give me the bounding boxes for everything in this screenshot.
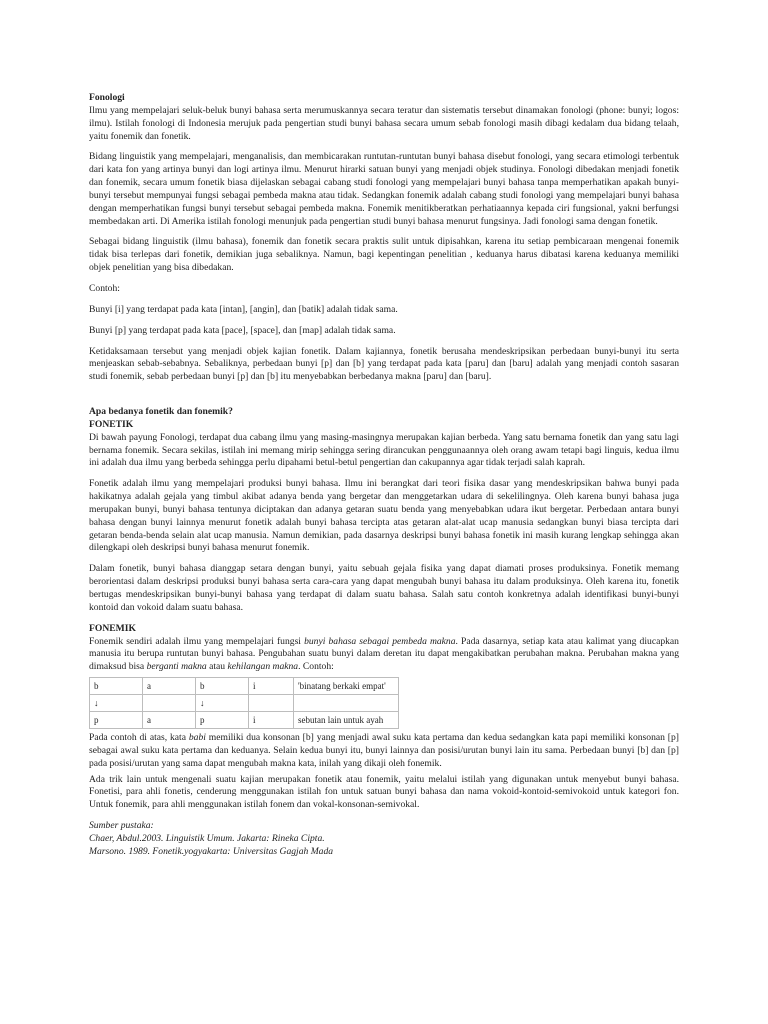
table-cell: i xyxy=(249,712,294,729)
table-cell xyxy=(249,695,294,712)
table-cell: b xyxy=(196,678,249,695)
paragraph: Sebagai bidang linguistik (ilmu bahasa), fonemik dan fonetik secara praktis sulit untuk dipisahkan, karena itu setiap pembicaraan mengenai fonemik tidak bisa terlepas dari fonetik, demikian juga sebaliknya. Namun, bagi kepentingan penelitian , keduanya harus dibatasi karena keduanya memiliki objek penelitian yang bisa dibedakan. xyxy=(89,236,679,274)
table-cell: sebutan lain untuk ayah xyxy=(294,712,399,729)
paragraph: Pada contoh di atas, kata babi memiliki dua konsonan [b] yang menjadi awal suku kata pertama dan kedua sedangkan kata papi memiliki konsonan [p] sebagai awal suku kata pertama dan keduanya. Selain kedua bunyi itu, bunyi lainnya dan posisi/urutan bunyi lain itu sama. Perbedaan bunyi [b] dan [p] pada posisi/urutan yang sama dapat mengubah makna kata, inilah yang dikaji oleh fonemik. xyxy=(89,732,679,769)
example-line: Bunyi [i] yang terdapat pada kata [intan], [angin], dan [batik] adalah tidak sama. xyxy=(89,303,398,315)
table-cell: p xyxy=(90,712,143,729)
arrow-down-icon: ↓ xyxy=(90,695,143,712)
table-cell: 'binatang berkaki empat' xyxy=(294,678,399,695)
paragraph: Di bawah payung Fonologi, terdapat dua cabang ilmu yang masing-masingnya merupakan kajian berbeda. Yang satu bernama fonetik dan yang satu lagi bernama fonemik. Secara sekilas, istilah ini memang mirip sehingga sering dirancukan penggunaannya oleh orang awam tetapi bagi linguis, kedua ilmu ini adalah dua ilmu yang berbeda sehingga perlu dipahami betul-betul pengertian dan cakupannya agar tidak terjadi salah kaprah. xyxy=(89,431,679,469)
section-question-heading: Apa bedanya fonetik dan fonemik? xyxy=(89,406,233,418)
references-label: Sumber pustaka: xyxy=(89,820,154,832)
table-row xyxy=(90,712,399,729)
example-line: Bunyi [p] yang terdapat pada kata [pace], [space], dan [map] adalah tidak sama. xyxy=(89,324,396,336)
table-cell: i xyxy=(249,678,294,695)
section-heading-fonemik: FONEMIK xyxy=(89,622,136,634)
example-label: Contoh: xyxy=(89,282,120,294)
paragraph: Fonetik adalah ilmu yang mempelajari produksi bunyi bahasa. Ilmu ini berangkat dari teori fisika dasar yang mendeskripsikan bahwa bunyi pada hakikatnya adalah gejala yang timbul akibat adanya benda yang bergetar dan menggetarkan udara di sekelilingnya. Oleh karena bunyi bahasa juga merupakan bunyi, bunyi bahasa tentunya diciptakan dan adanya getaran suatu benda yang menyebabkan udara ikut bergetar. Perbedaan antara bunyi bahasa dengan bunyi lainnya menurut fonetik adalah bunyi bahasa tercipta atas getaran alat-alat ucap manusia sedangkan bunyi biasa tercipta dari getaran benda-benda selain alat ucap manusia. Namun demikian, pada dasarnya deskripsi bunyi bahasa fonetik ini masih kurang lengkap sehingga akan dilengkapi oleh deskripsi bunyi bahasa menurut fonemik. xyxy=(89,478,679,554)
reference-item: Chaer, Abdul.2003. Linguistik Umum. Jakarta: Rineka Cipta. xyxy=(89,832,325,844)
paragraph: Ketidaksamaan tersebut yang menjadi objek kajian fonetik. Dalam kajiannya, fonetik berusaha mendeskripsikan perbedaan bunyi-bunyi itu serta menjeaskan sebab-sebabnya. Sebaliknya, perbedaan bunyi [p] dan [b] yang terdapat pada kata [paru] dan [baru] adalah yang menjadi contoh sasaran studi fonemik, sebab perbedaan bunyi [p] dan [b] itu menyebabkan berbedanya makna [paru] dan [baru]. xyxy=(89,345,679,383)
table-cell: b xyxy=(90,678,143,695)
table-cell xyxy=(143,695,196,712)
paragraph: Ada trik lain untuk mengenali suatu kajian merupakan fonetik atau fonemik, yaitu melalui istilah yang digunakan untuk menyebut bunyi bahasa. Fonetisi, para ahli fonetis, cenderung menggunakan istilah fon untuk satuan bunyi bahasa dan nama vokoid-kontoid-semivokoid untuk kategori fon. Untuk fonemik, para ahli menggunakan istilah fonem dan vokal-konsonan-semivokal. xyxy=(89,773,679,811)
table-cell: a xyxy=(143,712,196,729)
document-title: Fonologi xyxy=(89,92,125,103)
section-heading-fonetik: FONETIK xyxy=(89,418,134,430)
table-row xyxy=(90,695,399,712)
table-cell: p xyxy=(196,712,249,729)
table-cell xyxy=(294,695,399,712)
paragraph: Fonemik sendiri adalah ilmu yang mempelajari fungsi bunyi bahasa sebagai pembeda makna. Pada dasarnya, setiap kata atau kalimat yang diucapkan manusia itu berupa runtutan bunyi bahasa. Pengubahan suatu bunyi dalam deretan itu dapat mengakibatkan perubahan makna. Perubahan makna yang dimaksud bisa berganti makna atau kehilangan makna. Contoh: xyxy=(89,635,679,673)
references xyxy=(89,820,679,859)
reference-item: Marsono. 1989. Fonetik.yogyakarta: Universitas Gagjah Mada xyxy=(89,845,334,857)
table-cell: a xyxy=(143,678,196,695)
paragraph: Ilmu yang mempelajari seluk-beluk bunyi bahasa serta merumuskannya secara teratur dan sistematis tersebut dinamakan fonologi (phone: bunyi; logos: ilmu). Istilah fonologi di Indonesia merujuk pada pengertian studi bunyi bahasa secara umum sebab fonologi masih dibagi kedalam dua bidang telaah, yaitu fonemik dan fonetik. xyxy=(89,104,679,142)
paragraph: Bidang linguistik yang mempelajari, menganalisis, dan membicarakan runtutan-runtutan bunyi bahasa disebut fonologi, yang secara etimologi terbentuk dari kata fon yang artinya bunyi dan logi artinya ilmu. Menurut hirarki satuan bunyi yang menjadi objek studinya. Fonologi dibedakan menjadi fonetik dan fonemik, secara umum fonetik biasa dijelaskan sebagai cabang studi fonologi yang mempelajari bunyi bahasa tanpa memperhatikan apakah bunyi-bunyi tersebut mempunyai fungsi sebagai pembeda makna atau tidak. Sedangkan fonemik adalah cabang studi fonologi yang mempelajari bunyi bahasa dengan memperhatikan fungsi bunyi tersebut sebagai pembeda makna. Fonemik menitikberatkan perhatiaannya kepada ciri fungsional, yakni berfungsi membedakan arti. Di Amerika istilah fonologi menunjuk pada pengertian studi bunyi bahasa menurut fungsinya. Jadi fonologi sama dengan fonetik. xyxy=(89,151,679,227)
document-page xyxy=(89,92,679,859)
table-row xyxy=(90,678,399,695)
paragraph: Dalam fonetik, bunyi bahasa dianggap setara dengan bunyi, yaitu sebuah gejala fisika yang dapat diamati proses produksinya. Fonetik memang berorientasi dalam deskripsi produksi bunyi bahasa serta cara-cara yang dapat mengubah bunyi bahasa itu dalam produksinya. Oleh karena itu, fonetik bertugas mendeskripsikan bunyi-bunyi bahasa yang terdapat di dalam suatu bahasa. Salah satu contoh konkretnya adalah identifikasi bunyi-bunyi kontoid dan vokoid dalam suatu bahasa. xyxy=(89,563,679,613)
arrow-down-icon: ↓ xyxy=(196,695,249,712)
example-table xyxy=(89,677,399,729)
